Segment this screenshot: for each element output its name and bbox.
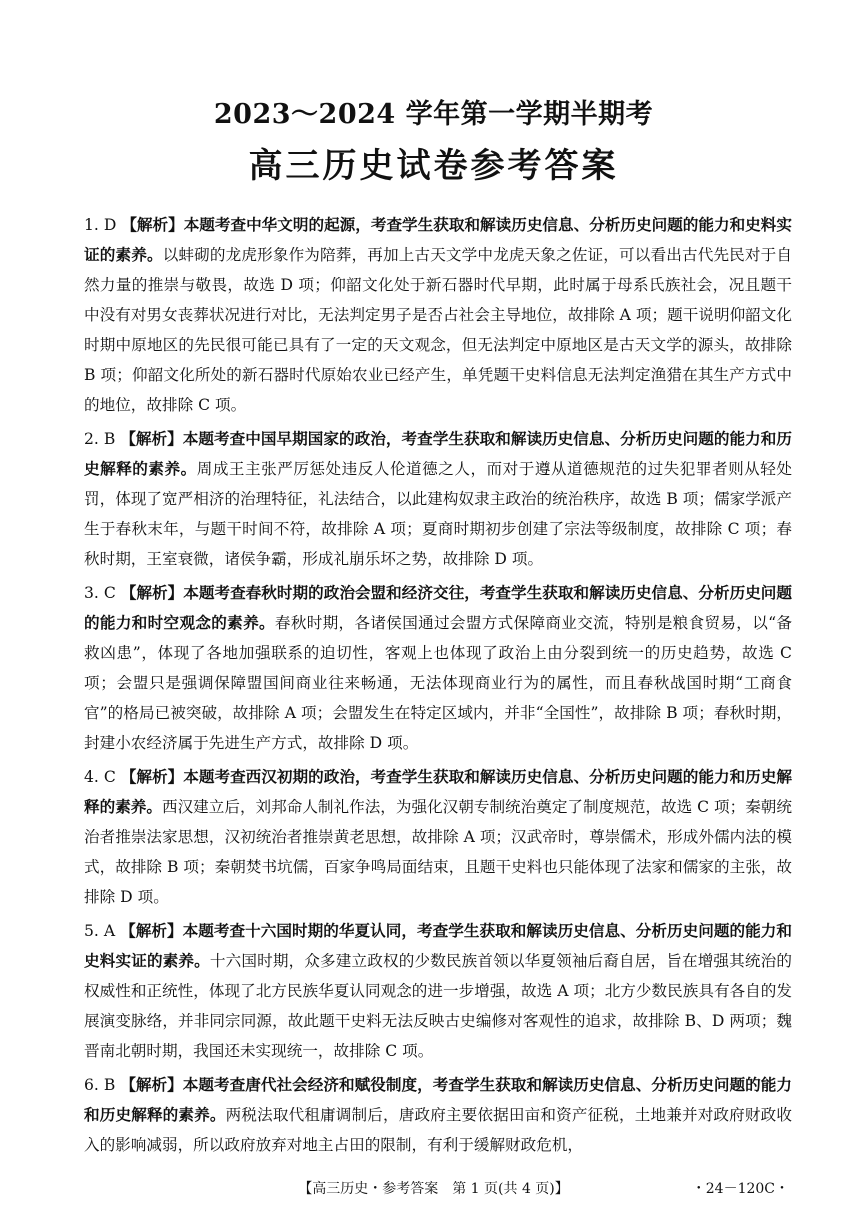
answer-list: [84, 210, 792, 1164]
answer-intro: 本题考查唐代社会经济和赋役制度，考查学生获取和解读历史信息、分析历史问题的能力和历史解释的素养。: [84, 1076, 792, 1124]
answer-tag: 【解析】: [121, 216, 184, 234]
answer-number: 4. C: [84, 768, 116, 786]
answer-number: 1. D: [84, 216, 117, 234]
answer-body: 周成王主张严厉惩处违反人伦道德之人，而对于遵从道德规范的过失犯罪者则从轻处罚，体现了宽严相济的治理特征，礼法结合，以此建构奴隶主政治的统治秩序，故选 B 项；儒家学派产生于春秋末年，与题干时间不符，故排除 A 项；夏商时期初步创建了宗法等级制度，故排除 C 项；春秋时期，王室衰微，诸侯争霸，形成礼崩乐坏之势，故排除 D 项。: [84, 460, 792, 568]
answer-body: 春秋时期，各诸侯国通过会盟方式保障商业交流，特别是粮食贸易，以“备救凶患”，体现了各地加强联系的迫切性，客观上也体现了政治上由分裂到统一的历史趋势，故选 C 项；会盟只是强调保障盟国间商业往来畅通，无法体现商业行为的属性，而且春秋战国时期“工商食官”的格局已被突破，故排除 A 项；会盟发生在特定区域内，并非“全国性”，故排除 B 项；春秋时期，封建小农经济属于先进生产方式，故排除 D 项。: [84, 614, 792, 752]
answer-item-5: [84, 916, 792, 1066]
answer-body: 两税法取代租庸调制后，唐政府主要依据田亩和资产征税，土地兼并对政府财政收入的影响减弱，所以政府放弃对地主占田的限制，有利于缓解财政危机，: [84, 1106, 792, 1154]
answer-intro: 本题考查十六国时期的华夏认同，考查学生获取和解读历史信息、分析历史问题的能力和史料实证的素养。: [84, 922, 792, 970]
answer-body: 西汉建立后，刘邦命人制礼作法，为强化汉朝专制统治奠定了制度规范，故选 C 项；秦朝统治者推崇法家思想，汉初统治者推崇黄老思想，故排除 A 项；汉武帝时，尊崇儒术，形成外儒内法的模式，故排除 B 项；秦朝焚书坑儒，百家争鸣局面结束，且题干史料也只能体现了法家和儒家的主张，故排除 D 项。: [84, 798, 792, 906]
answer-tag: 【解析】: [120, 922, 183, 940]
answer-number: 6. B: [84, 1076, 116, 1094]
answer-tag: 【解析】: [120, 430, 183, 448]
answer-tag: 【解析】: [120, 1076, 183, 1094]
answer-intro: 本题考查中国早期国家的政治，考查学生获取和解读历史信息、分析历史问题的能力和历史解释的素养。: [84, 430, 792, 478]
answer-intro: 本题考查春秋时期的政治会盟和经济交往，考查学生获取和解读历史信息、分析历史问题的能力和时空观念的素养。: [84, 584, 792, 632]
answer-intro: 本题考查西汉初期的政治，考查学生获取和解读历史信息、分析历史问题的能力和历史解释的素养。: [84, 768, 792, 816]
answer-item-1: [84, 210, 792, 420]
answer-item-6: [84, 1070, 792, 1160]
page-subtitle: 高三历史试卷参考答案: [248, 146, 619, 186]
footer-page-info: 【高三历史・参考答案 第 1 页(共 4 页)】: [298, 1181, 569, 1197]
answer-intro: 本题考查中华文明的起源，考查学生获取和解读历史信息、分析历史问题的能力和史料实证的素养。: [84, 216, 792, 264]
answer-body: 以蚌砌的龙虎形象作为陪葬，再加上古天文学中龙虎天象之佐证，可以看出古代先民对于自然力量的推崇与敬畏，故选 D 项；仰韶文化处于新石器时代早期，此时属于母系氏族社会，况且题干中没有对男女丧葬状况进行对比，无法判定男子是否占社会主导地位，故排除 A 项；题干说明仰韶文化时期中原地区的先民很可能已具有了一定的天文观念，但无法判定中原地区是古天文学的源头，故排除 B 项；仰韶文化所处的新石器时代原始农业已经产生，单凭题干史料信息无法判定渔猎在其生产方式中的地位，故排除 C 项。: [84, 246, 792, 414]
page-title: 2023～2024 学年第一学期半期考: [213, 99, 654, 130]
answer-item-3: [84, 578, 792, 758]
answer-tag: 【解析】: [120, 584, 184, 602]
page-footer: [0, 1178, 867, 1202]
answer-item-4: [84, 762, 792, 912]
answer-number: 3. C: [84, 584, 116, 602]
answer-body: 十六国时期，众多建立政权的少数民族首领以华夏领袖后裔自居，旨在增强其统治的权威性和正统性，体现了北方民族华夏认同观念的进一步增强，故选 A 项；北方少数民族具有各自的发展演变脉络，并非同宗同源，故此题干史料无法反映古史编修对客观性的追求，故排除 B、D 两项；魏晋南北朝时期，我国还未实现统一，故排除 C 项。: [84, 952, 792, 1060]
footer-code: ・24－120C・: [691, 1181, 789, 1197]
answer-item-2: [84, 424, 792, 574]
answer-tag: 【解析】: [120, 768, 184, 786]
answer-number: 2. B: [84, 430, 116, 448]
answer-number: 5. A: [84, 922, 116, 940]
